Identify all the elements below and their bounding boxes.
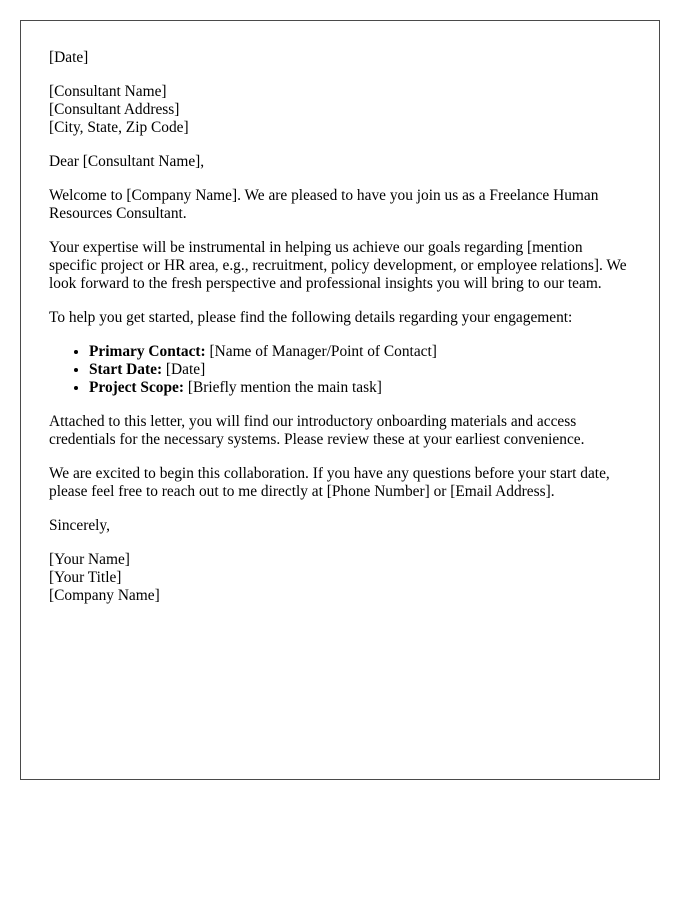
start-date-value: [Date] [162,361,206,378]
expertise-paragraph: Your expertise will be instrumental in helping us achieve our goals regarding [mention specific project or HR area, e.g., recruitment, policy development, or employee relations]. We look forward to the fresh perspective and professional insights you will bring to our team. [49,239,627,292]
recipient-name: [Consultant Name] [49,83,167,100]
list-item [89,361,631,379]
signature-company: [Company Name] [49,587,160,604]
signature-name: [Your Name] [49,551,130,568]
recipient-city-state-zip: [City, State, Zip Code] [49,119,189,136]
list-item [89,343,631,361]
letter-date: [Date] [49,49,89,66]
details-intro-paragraph: To help you get started, please find the following details regarding your engagement: [49,309,573,326]
welcome-paragraph: Welcome to [Company Name]. We are pleased to have you join us as a Freelance Human Resources Consultant. [49,187,599,222]
project-scope-value: [Briefly mention the main task] [184,379,382,396]
list-item [89,379,631,397]
primary-contact-value: [Name of Manager/Point of Contact] [205,343,437,360]
start-date-label: Start Date: [89,361,163,378]
signature-block [49,551,631,605]
recipient-address-block [49,83,631,137]
letter-page [20,20,660,780]
date-block [49,49,631,67]
recipient-address: [Consultant Address] [49,101,180,118]
signature-title: [Your Title] [49,569,122,586]
attachments-paragraph: Attached to this letter, you will find our introductory onboarding materials and access credentials for the necessary systems. Please review these at your earliest convenience. [49,413,585,448]
closing-paragraph: We are excited to begin this collaboration. If you have any questions before your start date, please feel free to reach out to me directly at [Phone Number] or [Email Address]. [49,465,610,500]
project-scope-label: Project Scope: [89,379,185,396]
primary-contact-label: Primary Contact: [89,343,206,360]
salutation: Dear [Consultant Name], [49,153,205,170]
engagement-details-list [49,343,631,397]
signoff: Sincerely, [49,517,110,534]
